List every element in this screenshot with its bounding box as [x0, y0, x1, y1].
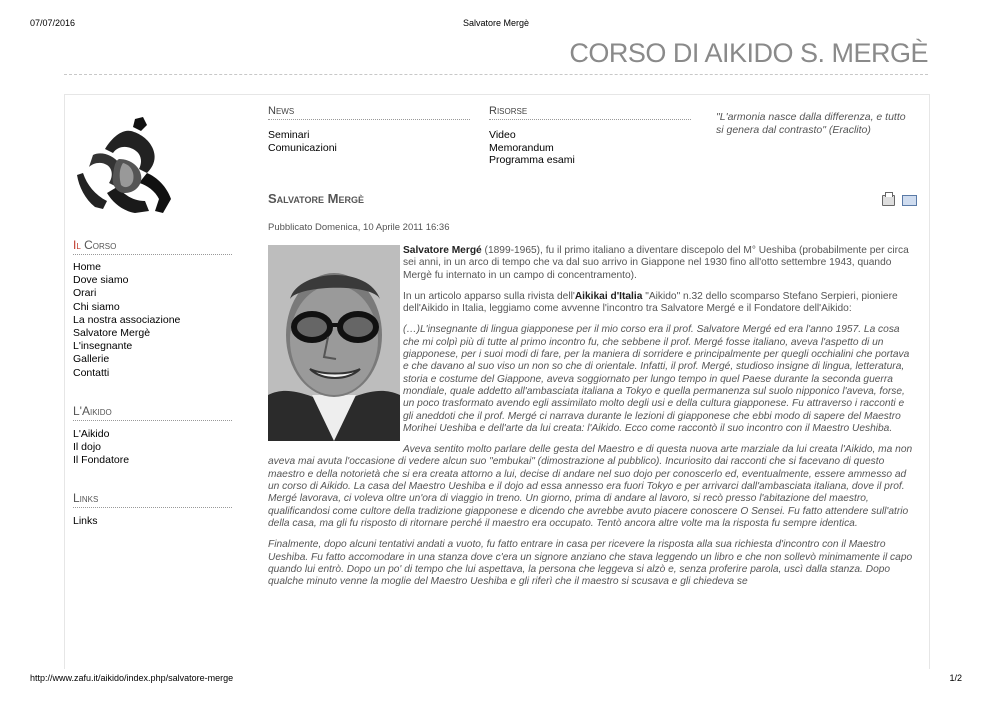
paragraph-1-text: (1899-1965), fu il primo italiano a diventare discepolo del M° Ueshiba (probabilmente per circa sei anni, in un arco di tempo che va dal suo arrivo in Giappone nel 1930 fino all'otto settembre 1943, quando Mergè fu internato in un campo di concentramento).: [403, 245, 909, 281]
print-page-title: Salvatore Mergè: [462, 18, 530, 28]
news-heading: News: [268, 105, 470, 120]
sidebar-item-orari[interactable]: Orari: [73, 287, 97, 300]
sidebar-item-dojo[interactable]: Il dojo: [73, 441, 102, 454]
page-url: http://www.zafu.it/aikido/index.php/salvatore-merge: [30, 673, 234, 683]
paragraph-3: (…)L'insegnante di lingua giapponese per il mio corso era il prof. Salvatore Mergé ed era l'anno 1957. La cosa che mi colpì più di tutte al primo incontro fu, che sebbene il prof. Mergé fosse italiano, aveva l'aspetto di un giapponese, per i suoi modi di fare, per la maniera di sorridere e principalmente per quegli occhialini che portava e che davano al suo viso un non so che di orientale. Infatti, il prof. Mergé, studioso insigne di lingua, letteratura, storia e costume del Giappone, aveva soggiornato per lungo tempo in quel Paese durante la seconda guerra mondiale, quale addetto all'ambasciata italiana a Tokyo e quella permanenza sul suolo nipponico l'aveva, forse, un poco trasformato avendo egli assimilato molto degli usi e della cultura giapponese. Fu attraverso i racconti e gli aneddoti che il prof. Mergé ci narrava durante le lezioni di giapponese che ebbi modo di sapere del Maestro Morihei Ueshiba e dell'arte da lui creata: l'Aikido. Ecco come raccontò il suo incontro con il Maestro Ueshiba.: [403, 324, 910, 434]
sidebar-heading-corso-first: Il: [73, 238, 81, 252]
sidebar-item-fondatore[interactable]: Il Fondatore: [73, 454, 130, 467]
paragraph-2-text-a: In un articolo apparso sulla rivista dell': [403, 290, 575, 302]
sidebar-item-aikido[interactable]: L'Aikido: [73, 428, 110, 440]
sidebar-item-chi-siamo[interactable]: Chi siamo: [73, 300, 120, 313]
site-title[interactable]: CORSO DI AIKIDO S. MERGÈ: [569, 38, 928, 68]
sidebar-item-associazione[interactable]: La nostra associazione: [73, 313, 181, 326]
sidebar-heading-links: Links: [73, 491, 232, 508]
risorse-item-video[interactable]: Video: [489, 129, 516, 141]
aikido-logo[interactable]: [73, 115, 177, 217]
email-icon[interactable]: [902, 195, 917, 206]
news-item-seminari[interactable]: Seminari: [268, 129, 310, 141]
sidebar-item-salvatore-merge[interactable]: Salvatore Mergè: [73, 327, 151, 340]
article-icons: [879, 195, 917, 213]
paragraph-1-bold: Salvatore Mergé: [403, 245, 482, 256]
sidebar-heading-corso-rest: Corso: [80, 238, 117, 252]
paragraph-2-text-b: "Aikido" n.32 dello scomparso Stefano Serpieri, pioniere dell'Aikido in Italia, leggiamo come avvenne l'incontro tra Salvatore Mergé e il Fondatore dell'Aikido:: [403, 290, 898, 315]
title-divider: [64, 74, 928, 75]
paragraph-4: Aveva sentito molto parlare delle gesta del Maestro e di questa nuova arte marziale da lui creata l'Aikido, ma non aveva mai avuta l'occasione di vedere alcun suo "embukai" (dimostrazione al pubblico). Incuriosito dai racconti che si facevano di questo maestro e della notorietà che si era creata attorno a lui, decise di andare nel suo dojo per conoscerlo ed, eventualmente, essere ammesso ad un corso di Aikido. La casa del Maestro Ueshiba e il dojo ad essa annesso era fuori Tokyo e per arrivarci dall'ambasciata italiana, dove il prof. Mergé lavorava, ci voleva oltre un'ora di viaggio in treno. Un giorno, prima di andare al lavoro, si recò presso l'abitazione del maestro, qualificandosi come cultore della tradizione giapponese e dicendo che avrebbe avuto piacere conoscere O Sensei. Fu fatto attendere sull'atrio della casa, ma gli fu risposto di ritornare perché il maestro era occupato. Tentò ancora altre volte ma la risposta fu sempre identica.: [268, 444, 913, 529]
page-content: [64, 94, 930, 669]
sidebar-menu-links: [73, 515, 98, 528]
news-item-comunicazioni[interactable]: Comunicazioni: [268, 141, 337, 154]
paragraph-2-bold: Aikikai d'Italia: [574, 290, 643, 302]
risorse-heading: Risorse: [489, 105, 691, 120]
risorse-item-programma-esami[interactable]: Programma esami: [489, 154, 575, 166]
sidebar-menu-corso: [73, 261, 180, 380]
sidebar-item-dove-siamo[interactable]: Dove siamo: [73, 274, 129, 287]
sidebar-item-links[interactable]: Links: [73, 515, 98, 527]
news-menu: [268, 129, 337, 154]
published-date: Pubblicato Domenica, 10 Aprile 2011 16:36: [268, 222, 450, 233]
sidebar-item-gallerie[interactable]: Gallerie: [73, 353, 110, 366]
sidebar-heading-corso: [73, 238, 232, 255]
sidebar-heading-aikido: L'Aikido: [73, 404, 232, 421]
sidebar-item-contatti[interactable]: Contatti: [73, 366, 110, 379]
page-number: 1/2: [949, 673, 962, 683]
print-date: 07/07/2016: [30, 18, 76, 28]
paragraph-5: Finalmente, dopo alcuni tentativi andati a vuoto, fu fatto entrare in casa per ricevere la risposta alla sua richiesta d'incontro con il Maestro Ueshiba. Fu fatto accomodare in una stanza dove c'era un signore anziano che stava leggendo un libro e che non sollevò minimamente il capo quando lui entrò. Dopo un po' di tempo che lui aspettava, la persona che leggeva si alzò e, senza proferire parola, uscì dalla stanza. Dopo qualche minuto venne la moglie del Maestro Ueshiba e gli riferì che il maestro si scusava e gli chiedeva se: [268, 539, 913, 588]
print-icon[interactable]: [882, 195, 895, 206]
sidebar-item-home[interactable]: Home: [73, 261, 102, 273]
portrait-photo: [268, 245, 400, 441]
article-title[interactable]: Salvatore Mergè: [268, 191, 364, 206]
article-body: [268, 245, 916, 597]
sidebar-menu-aikido: [73, 428, 129, 468]
risorse-item-memorandum[interactable]: Memorandum: [489, 141, 554, 154]
sidebar-item-insegnante[interactable]: L'insegnante: [73, 340, 133, 353]
risorse-menu: [489, 129, 575, 167]
quote: "L'armonia nasce dalla differenza, e tutto si genera dal contrasto" (Eraclito): [716, 111, 906, 136]
